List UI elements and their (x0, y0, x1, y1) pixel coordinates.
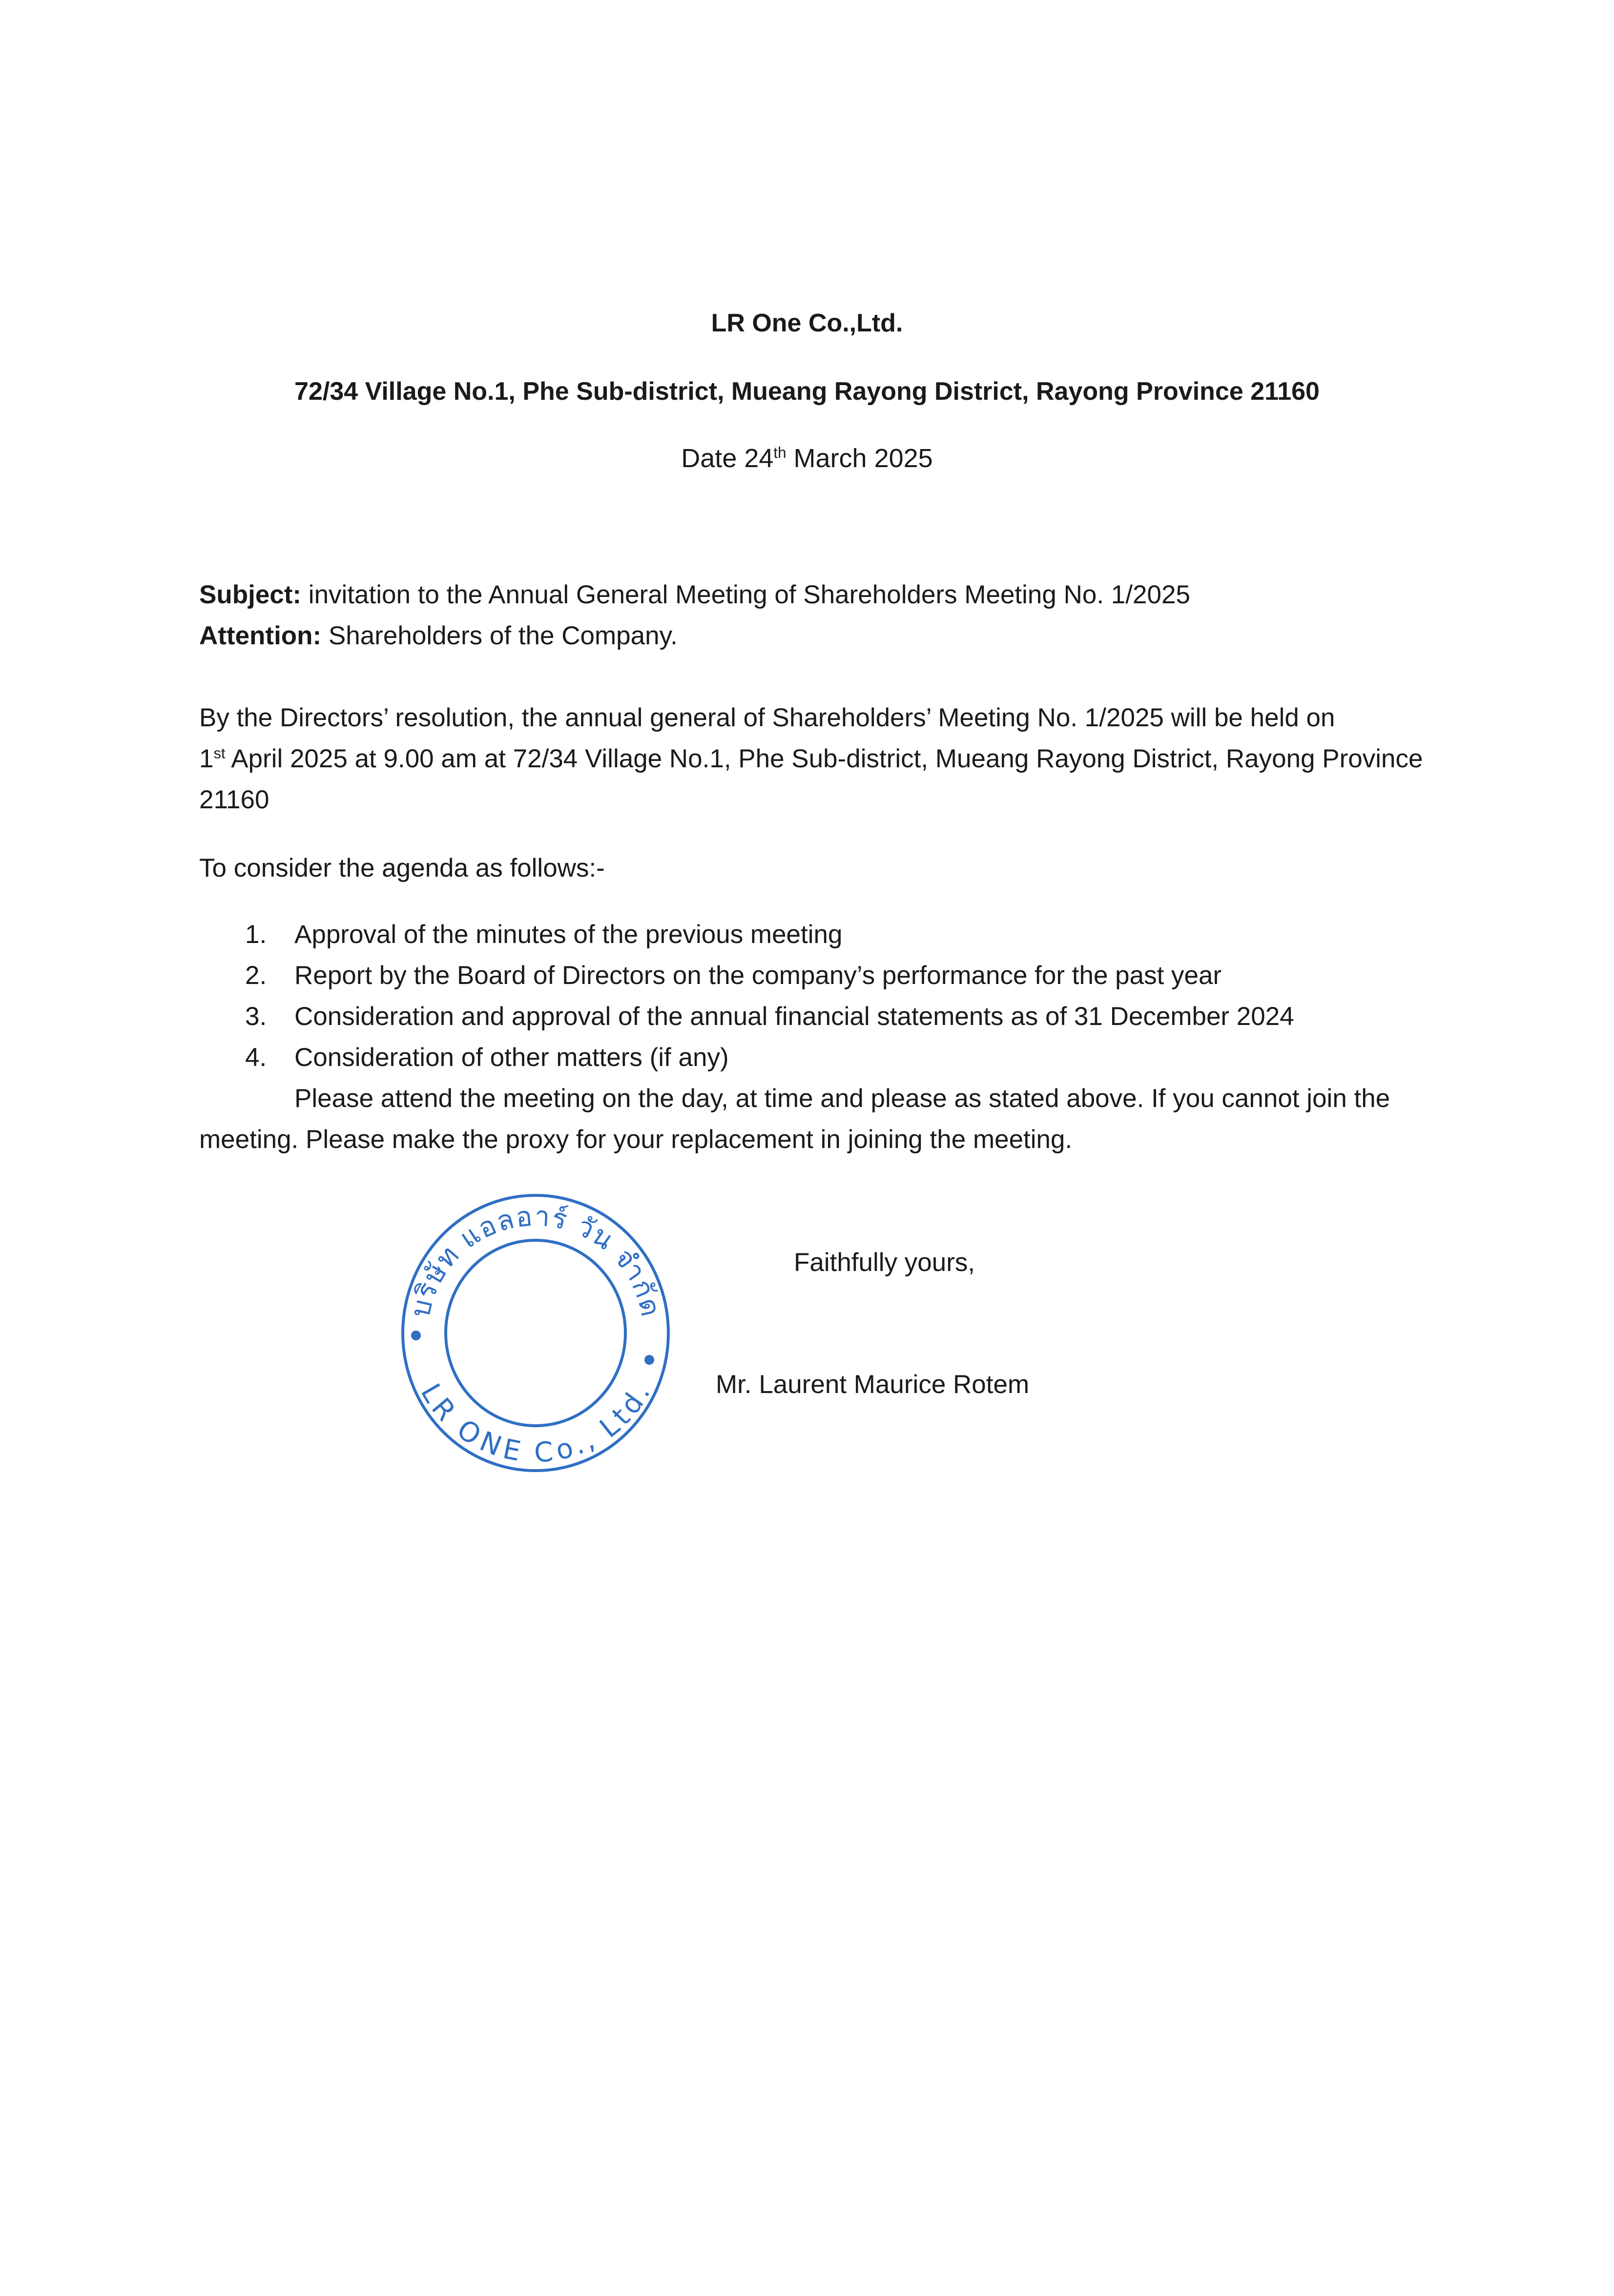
document-date (0, 443, 1614, 473)
seal-left-dot (411, 1331, 421, 1340)
subject-text: invitation to the Annual General Meeting of Shareholders Meeting No. 1/2025 (301, 580, 1190, 609)
agenda-item-text: Report by the Board of Directors on the company’s performance for the past year (294, 961, 1222, 990)
body-paragraph-line (199, 744, 1423, 774)
meeting-day-ordinal-suffix: st (213, 744, 226, 762)
seal-right-dot (644, 1355, 654, 1365)
agenda-item-number: 1. (245, 920, 267, 949)
date-prefix: Date 24 (681, 444, 774, 473)
agenda-item-number: 4. (245, 1043, 267, 1072)
meeting-day: 1 (199, 744, 214, 773)
date-ordinal-suffix: th (773, 444, 786, 461)
agenda-item-text: Consideration of other matters (if any) (294, 1043, 729, 1072)
company-seal-stamp (396, 1189, 675, 1477)
attention-label: Attention: (199, 621, 322, 650)
agenda-intro: To consider the agenda as follows:- (199, 854, 605, 882)
seal-english-text: LR ONE Co., Ltd. (414, 1378, 657, 1469)
agenda-item-number: 3. (245, 1002, 267, 1031)
company-address: 72/34 Village No.1, Phe Sub-district, Mueang Rayong District, Rayong Province 21160 (294, 377, 1320, 406)
date-rest: March 2025 (786, 444, 933, 473)
attention-text: Shareholders of the Company. (321, 621, 678, 650)
agenda-item-number: 2. (245, 961, 267, 990)
seal-inner-ring (446, 1240, 625, 1426)
seal-thai-text: บริษัท แอลอาร์ วัน จำกัด (404, 1200, 667, 1320)
sign-off: Faithfully yours, (794, 1248, 975, 1277)
closing-paragraph-line: meeting. Please make the proxy for your replacement in joining the meeting. (199, 1125, 1073, 1154)
subject-line (199, 580, 1190, 610)
signer-name: Mr. Laurent Maurice Rotem (716, 1370, 1030, 1399)
meeting-details: April 2025 at 9.00 am at 72/34 Village No.1, Phe Sub-district, Mueang Rayong District, Rayong Province (225, 744, 1423, 773)
attention-line (199, 621, 678, 651)
body-paragraph-line: 21160 (199, 785, 269, 814)
agenda-item-text: Consideration and approval of the annual financial statements as of 31 December 2024 (294, 1002, 1294, 1031)
body-paragraph-line: By the Directors’ resolution, the annual general of Shareholders’ Meeting No. 1/2025 will be held on (199, 703, 1335, 732)
agenda-item-text: Approval of the minutes of the previous meeting (294, 920, 843, 949)
subject-label: Subject: (199, 580, 302, 609)
company-name: LR One Co.,Ltd. (711, 309, 903, 337)
closing-paragraph-line: Please attend the meeting on the day, at time and please as stated above. If you cannot join the (294, 1084, 1390, 1113)
